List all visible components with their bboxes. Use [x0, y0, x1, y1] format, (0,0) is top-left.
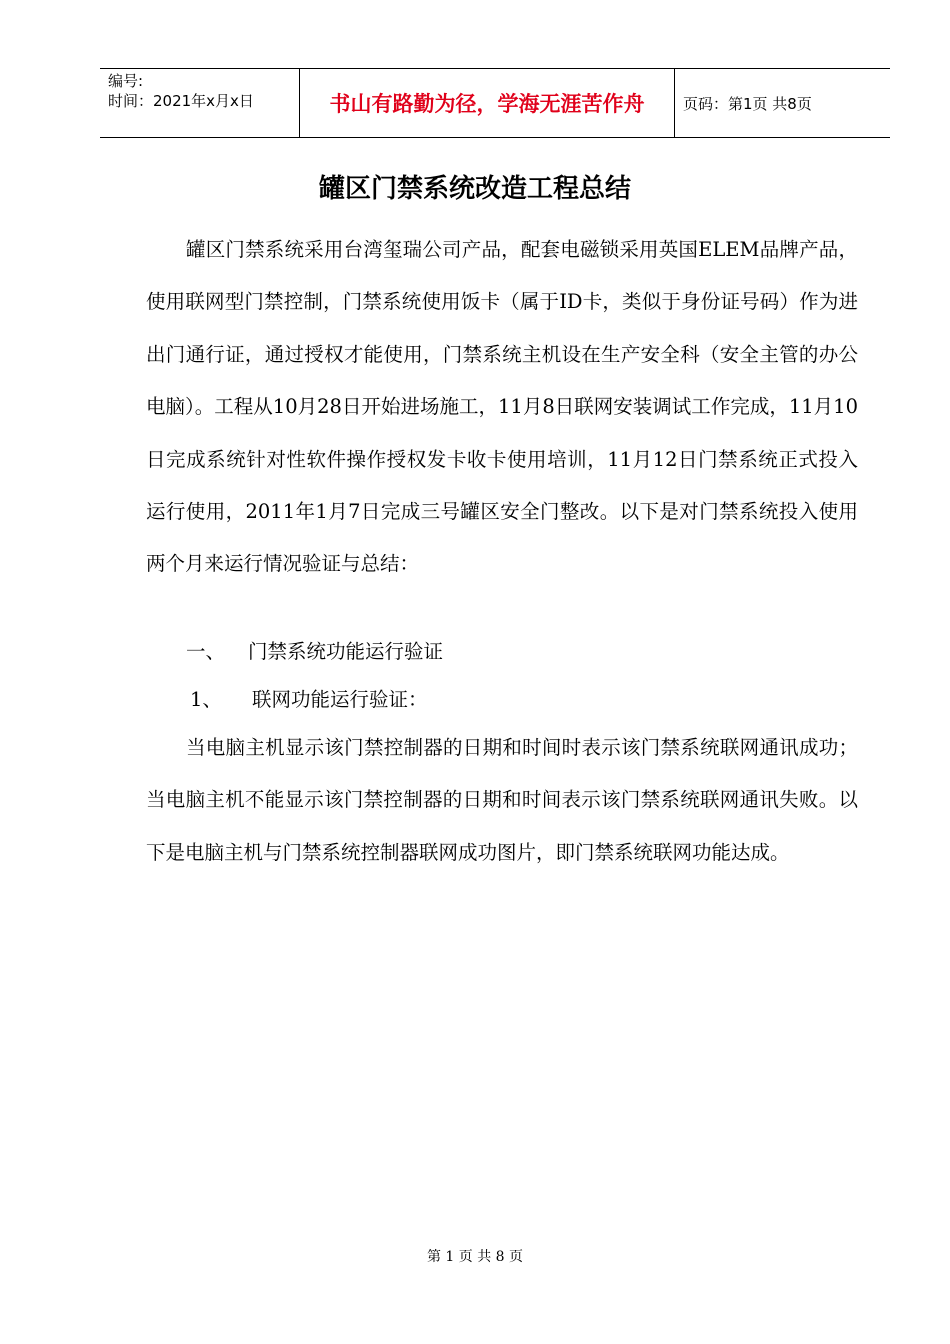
intro-paragraph: 罐区门禁系统采用台湾玺瑞公司产品，配套电磁锁采用英国ELEM品牌产品，使用联网型门禁控制，门禁系统使用饭卡（属于ID卡，类似于身份证号码）作为进出门通行证，通过授权才能使用，门禁系统主机设在生产安全科（安全主管的办公电脑）。工程从10月28日开始进场施工，11月8日联网安装调试工作完成，11月10日完成系统针对性软件操作授权发卡收卡使用培训，11月12日门禁系统正式投入运行使用，2011年1月7日完成三号罐区安全门整改。以下是对门禁系统投入使用两个月来运行情况验证与总结：: [146, 238, 858, 576]
date-line: 时间：2021年x月x日: [108, 92, 254, 110]
section-title: 门禁系统功能运行验证: [248, 640, 444, 663]
subsection-heading-1: [190, 674, 428, 726]
page-footer: 第 1 页 共 8 页: [426, 1249, 524, 1265]
network-verification-paragraph: 当电脑主机显示该门禁控制器的日期和时间时表示该门禁系统联网通讯成功；当电脑主机不能显示该门禁控制器的日期和时间表示该门禁系统联网通讯失败。以下是电脑主机与门禁系统控制器联网成功图片，即门禁系统联网功能达成。: [146, 736, 858, 864]
section-number: 一、: [186, 640, 226, 663]
header-meta: [100, 69, 300, 137]
page-header: [100, 68, 890, 138]
subsection-number: 1、: [190, 688, 222, 711]
header-motto: 书山有路勤为径，学海无涯苦作舟: [300, 69, 675, 137]
header-page-info: 页码：第1页 共8页: [683, 94, 812, 113]
document-title: 罐区门禁系统改造工程总结: [318, 174, 631, 204]
code-label: 编号:: [108, 72, 144, 90]
section-heading-1: [186, 626, 443, 678]
subsection-title: 联网功能运行验证：: [252, 688, 428, 711]
